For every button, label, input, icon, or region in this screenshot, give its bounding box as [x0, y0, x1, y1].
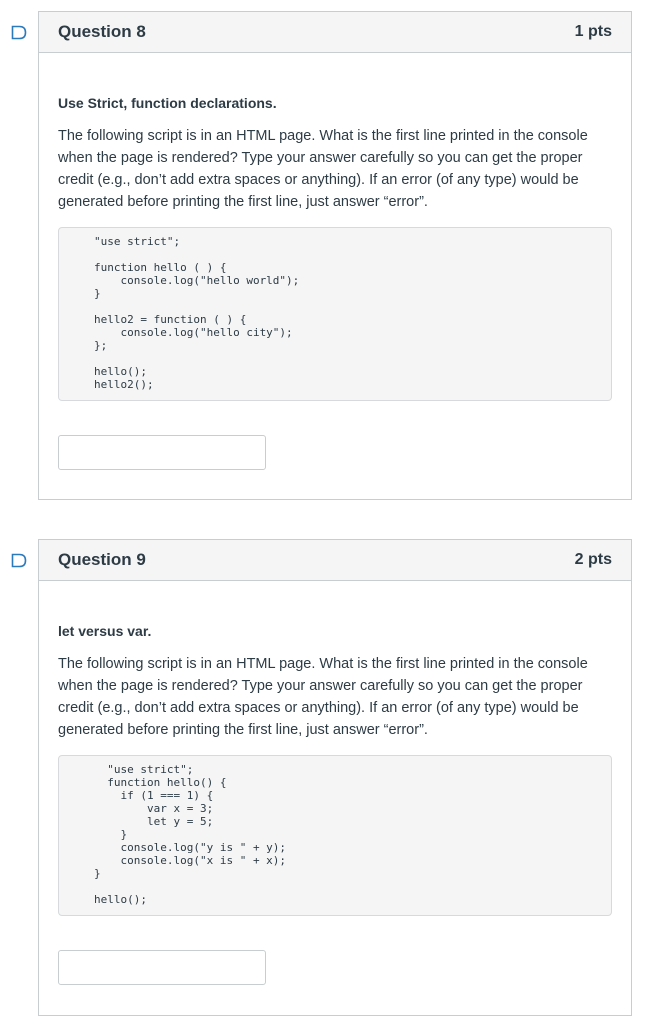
code-line: function hello ( ) {	[94, 261, 227, 274]
code-block	[58, 755, 612, 916]
flag-question-9-icon[interactable]	[11, 553, 27, 568]
flag-question-8-icon[interactable]	[11, 25, 27, 40]
code-line: "use strict";	[94, 763, 194, 776]
code-line: }	[94, 828, 128, 841]
code-block	[58, 227, 612, 401]
question-title: Question 9	[58, 550, 146, 569]
code-line	[59, 248, 611, 261]
code-line: let y = 5;	[94, 815, 214, 828]
question-heading: let versus var.	[58, 623, 152, 639]
code-line: console.log("y is " + y);	[94, 841, 287, 854]
code-line: }	[94, 867, 101, 880]
code-line: console.log("hello world");	[94, 274, 300, 287]
question-9-header	[39, 540, 631, 581]
code-line	[59, 352, 611, 365]
question-heading: Use Strict, function declarations.	[58, 95, 277, 111]
code-line: };	[94, 339, 108, 352]
question-points: 2 pts	[574, 551, 612, 568]
code-line	[59, 300, 611, 313]
question-8-header	[39, 12, 631, 53]
code-line: console.log("x is " + x);	[94, 854, 287, 867]
code-line: hello();	[94, 365, 147, 378]
code-line: hello();	[94, 893, 147, 906]
answer-input[interactable]	[58, 950, 266, 985]
question-title: Question 8	[58, 22, 146, 41]
code-line: hello2();	[94, 378, 154, 391]
code-line: var x = 3;	[94, 802, 214, 815]
code-line: if (1 === 1) {	[94, 789, 214, 802]
answer-input[interactable]	[58, 435, 266, 470]
code-line: function hello() {	[94, 776, 227, 789]
question-text: The following script is in an HTML page. What is the first line printed in the console when the page is rendered? Type your answer carefully so you can get the proper credit (e.g., don’t add extra spaces or anything). If an error (of any type) would be generated before printing the first line, just answer “error”.	[58, 656, 588, 738]
question-points: 1 pts	[574, 23, 612, 40]
question-text: The following script is in an HTML page. What is the first line printed in the console when the page is rendered? Type your answer carefully so you can get the proper credit (e.g., don’t add extra spaces or anything). If an error (of any type) would be generated before printing the first line, just answer “error”.	[58, 128, 588, 210]
code-line: "use strict";	[94, 235, 181, 248]
code-line: console.log("hello city");	[94, 326, 293, 339]
code-line: hello2 = function ( ) {	[94, 313, 247, 326]
code-line	[59, 880, 611, 893]
code-line: }	[94, 287, 101, 300]
question-8	[38, 11, 632, 500]
question-9	[38, 539, 632, 1016]
